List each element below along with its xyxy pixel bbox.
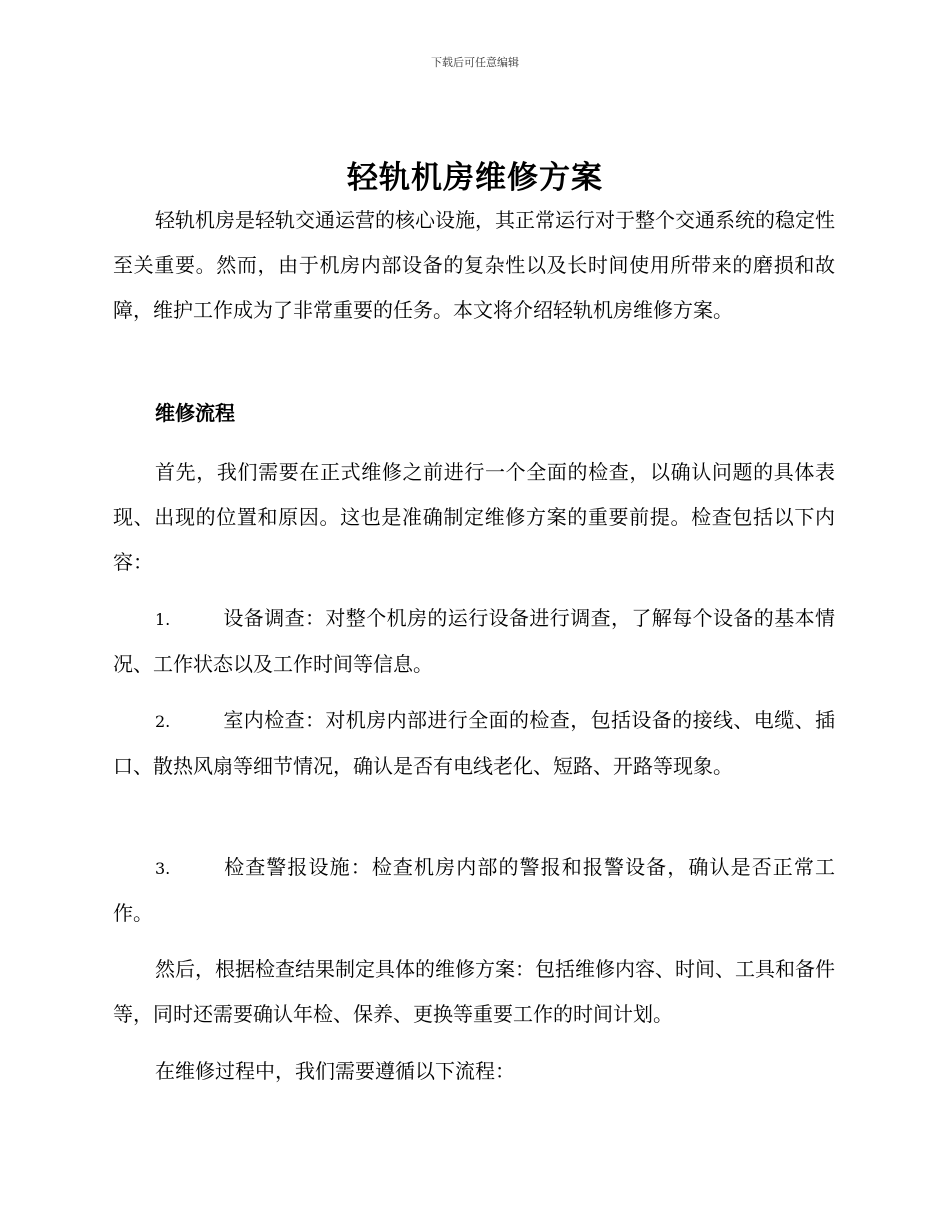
process-paragraph-block: [113, 1049, 835, 1094]
header-note: 下载后可任意编辑: [431, 56, 519, 69]
paragraph-first: 首先，我们需要在正式维修之前进行一个全面的检查，以确认问题的具体表现、出现的位置和原因。这也是准确制定维修方案的重要前提。检查包括以下内容：: [113, 460, 835, 574]
list-item-3-block: [113, 845, 835, 936]
section-heading-block: [113, 391, 835, 436]
paragraph-then: 然后，根据检查结果制定具体的维修方案：包括维修内容、时间、工具和备件等，同时还需要确认年检、保养、更换等重要工作的时间计划。: [113, 957, 835, 1026]
intro-block: [113, 198, 835, 333]
list-item: [113, 845, 835, 936]
list-text: 室内检查：对机房内部进行全面的检查，包括设备的接线、电缆、插口、散热风扇等细节情况，确认是否有电线老化、短路、开路等现象。: [113, 708, 835, 778]
list-item: [113, 698, 835, 789]
list-number: 1.: [155, 610, 171, 629]
list-number: 3.: [155, 859, 171, 878]
list-item-2-block: [113, 698, 835, 789]
section-heading: 维修流程: [155, 401, 235, 425]
list-item-1-block: [113, 596, 835, 687]
list-item: [113, 596, 835, 687]
then-paragraph-block: [113, 947, 835, 1037]
paragraph-process: 在维修过程中，我们需要遵循以下流程：: [155, 1059, 515, 1083]
list-text: 设备调查：对整个机房的运行设备进行调查，了解每个设备的基本情况、工作状态以及工作时间等信息。: [113, 606, 835, 676]
intro-paragraph: 轻轨机房是轻轨交通运营的核心设施，其正常运行对于整个交通系统的稳定性至关重要。然而，由于机房内部设备的复杂性以及长时间使用所带来的磨损和故障，维护工作成为了非常重要的任务。本文将介绍轻轨机房维修方案。: [113, 208, 835, 322]
first-paragraph-block: [113, 450, 835, 585]
list-text: 检查警报设施：检查机房内部的警报和报警设备，确认是否正常工作。: [113, 855, 835, 925]
list-number: 2.: [155, 712, 171, 731]
page-title: 轻轨机房维修方案: [347, 160, 603, 196]
